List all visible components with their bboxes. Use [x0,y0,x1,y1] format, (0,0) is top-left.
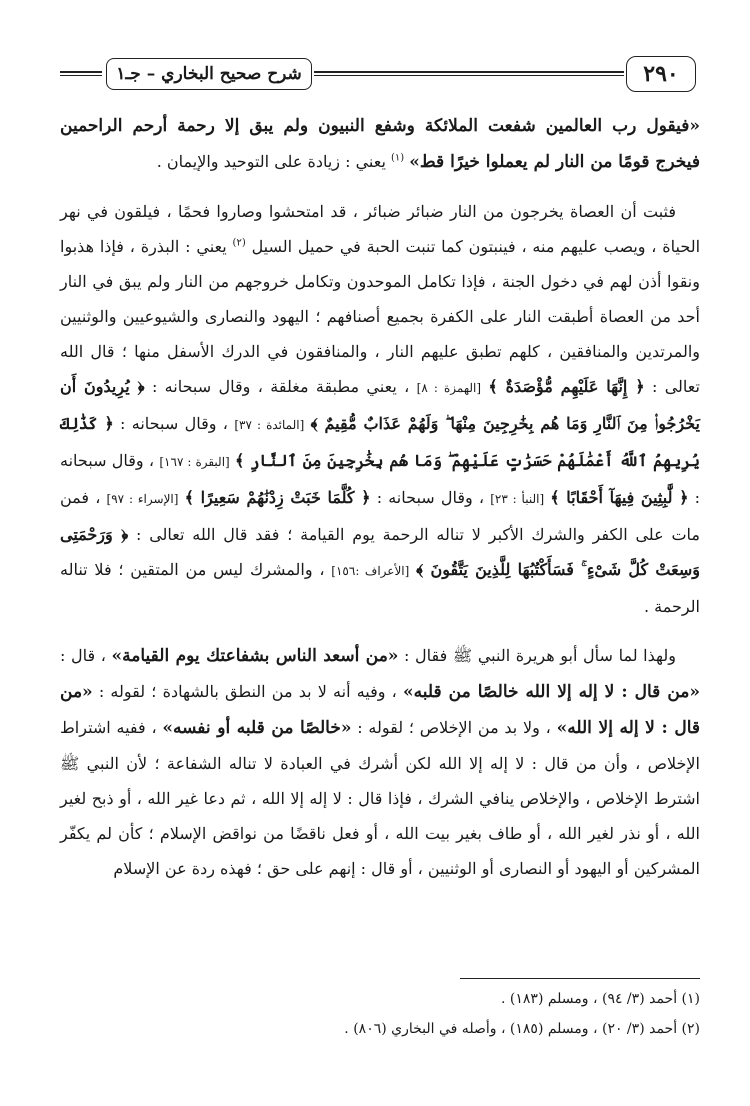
hadith-quote: «فيقول رب العالمين شفعت الملائكة وشفع النبيون ولم يبق إلا رحمة أرحم الراحمين فيخرج قومًا من النار لم يعملوا خيرًا قط» [60,116,700,172]
paragraph-text: ، يعني مطبقة مغلقة ، وقال سبحانه : [151,377,410,396]
footnote-ref-2[interactable]: (٢) [232,237,246,249]
paragraph-text: ، ولا بد من الإخلاص ؛ لقوله : [357,718,551,737]
page-body [60,108,700,900]
quran-verse: ﴿ كَذَٰلِكَ يُرِيهِمُ ٱللَّهُ أَعْمَٰلَهُمْ حَسَرَٰتٍ عَلَيْهِمْ ۖ وَمَا هُم بِخَٰرِجِينَ مِنَ ٱلنَّارِ ﴾ [60,414,700,470]
paragraph-1 [60,108,700,180]
paragraph-text: ، ففيه اشتراط الإخلاص ، وأن من قال : لا إله إلا الله لكن أشرك في العبادة لا تناله الشفاعة ؛ لأن النبي ﷺ اشترط الإخلاص ، والإخلاص ينافي الشرك ، فإذا قال : لا إله إلا الله ، ثم دعا غير الله ، أو ذبح لغير الله ، أو نذر لغير الله ، أو طاف بغير بيت الله ، أو فعل ناقضًا من نواقض الإسلام ؛ كأن لم يكفّر المشركين أو اليهود أو النصارى أو الوثنيين ، أو قال : إنهم على حق ؛ فهذه ردة عن الإسلام [60,718,700,878]
footnote-divider [460,978,700,979]
paragraph-text: ، وقال سبحانه : [120,414,228,433]
footnotes [60,984,700,1044]
page-number-text: ٢٩٠ [643,61,679,87]
paragraph-text: ، وفيه أنه لا بد من النطق بالشهادة ؛ لقوله : [98,682,397,701]
paragraph-text: ، وقال سبحانه : [376,488,485,507]
header-rule-left [60,71,102,76]
footnote-2: (٢) أحمد (٣/ ٢٠) ، ومسلم (١٨٥) ، وأصله في البخاري (٨٠٦) . [344,1021,700,1037]
paragraph-text: ، فمن مات على الكفر والشرك الأكبر لا تناله الرحمة يوم القيامة ؛ فقد قال الله تعالى : [60,488,700,544]
quran-verse: ﴿ إِنَّهَا عَلَيْهِم مُّؤْصَدَةٌ ﴾ [488,377,645,396]
paragraph-text: ، وقال سبحانه : [60,451,701,507]
paragraph-text: ، والمشرك ليس من المتقين ؛ فلا تناله الرحمة . [60,560,700,616]
verse-reference: [المائدة : ٣٧] [234,418,305,432]
book-title-text: شرح صحيح البخاري – جـ١ [116,64,302,84]
paragraph-text: يعني : البذرة ، فإذا هذبوا ونقوا أذن لهم في دخول الجنة ، فإذا تكامل الموحدون وتكامل خروجهم من النار ولم يبق في النار أحد من العصاة أطبقت النار على الكفرة بجميع أصنافهم ؛ اليهود والنصارى والشيوعيين والوثنيين والمرتدين والمنافقين ، كلهم تطبق عليهم النار ، والمنافقون في الدرك الأسفل منها ؛ قال الله تعالى : [60,237,700,396]
book-title [106,58,312,90]
quran-verse: ﴿ يُرِيدُونَ أَن يَخْرُجُوا۟ مِنَ ٱلنَّارِ وَمَا هُم بِخَٰرِجِينَ مِنْهَا ۖ وَلَهُمْ عَذَابٌ مُّقِيمٌ ﴾ [60,377,700,433]
footnote-1: (١) أحمد (٣/ ٩٤) ، ومسلم (١٨٣) . [501,991,700,1007]
hadith-quote: «خالصًا من قلبه أو نفسه» [162,718,352,738]
paragraph-text: يعني : زيادة على التوحيد والإيمان . [156,152,386,171]
quran-verse: ﴿ وَرَحْمَتِى وَسِعَتْ كُلَّ شَىْءٍ ۚ فَسَأَكْتُبُهَا لِلَّذِينَ يَتَّقُونَ ﴾ [60,525,700,579]
paragraph-3 [60,638,700,886]
verse-reference: [النبأ : ٢٣] [490,492,545,506]
verse-reference: [البقرة : ١٦٧] [159,455,230,469]
verse-reference: [الأعراف :١٥٦] [331,564,410,578]
paragraph-text: ، قال : [60,646,106,665]
hadith-quote: «من أسعد الناس بشفاعتك يوم القيامة» [111,646,399,666]
paragraph-text: ولهذا لما سأل أبو هريرة النبي ﷺ فقال : [404,646,676,665]
page-header [60,56,700,96]
quran-verse: ﴿ لَّٰبِثِينَ فِيهَآ أَحْقَابًا ﴾ [550,488,689,507]
verse-reference: [الإسراء : ٩٧] [106,492,179,506]
hadith-quote: «من قال : لا إله إلا الله خالصًا من قلبه» [403,682,700,702]
footnote-ref-1[interactable]: (١) [391,152,405,164]
verse-reference: [الهمزة : ٨] [416,381,482,395]
hadith-quote: «من قال : لا إله إلا الله» [60,682,701,738]
paragraph-text: فثبت أن العصاة يخرجون من النار ضبائر ضبائر ، قد امتحشوا وصاروا فحمًا ، فيلقون في نهر الحياة ، ويصب عليهم منه ، فينبتون كما تنبت الحبة في حميل السيل [60,202,701,256]
quran-verse: ﴿ كُلَّمَا خَبَتْ زِدْنَٰهُمْ سَعِيرًا ﴾ [184,488,371,507]
page-number [626,56,696,92]
header-rule-middle [314,71,624,76]
paragraph-2 [60,194,700,624]
